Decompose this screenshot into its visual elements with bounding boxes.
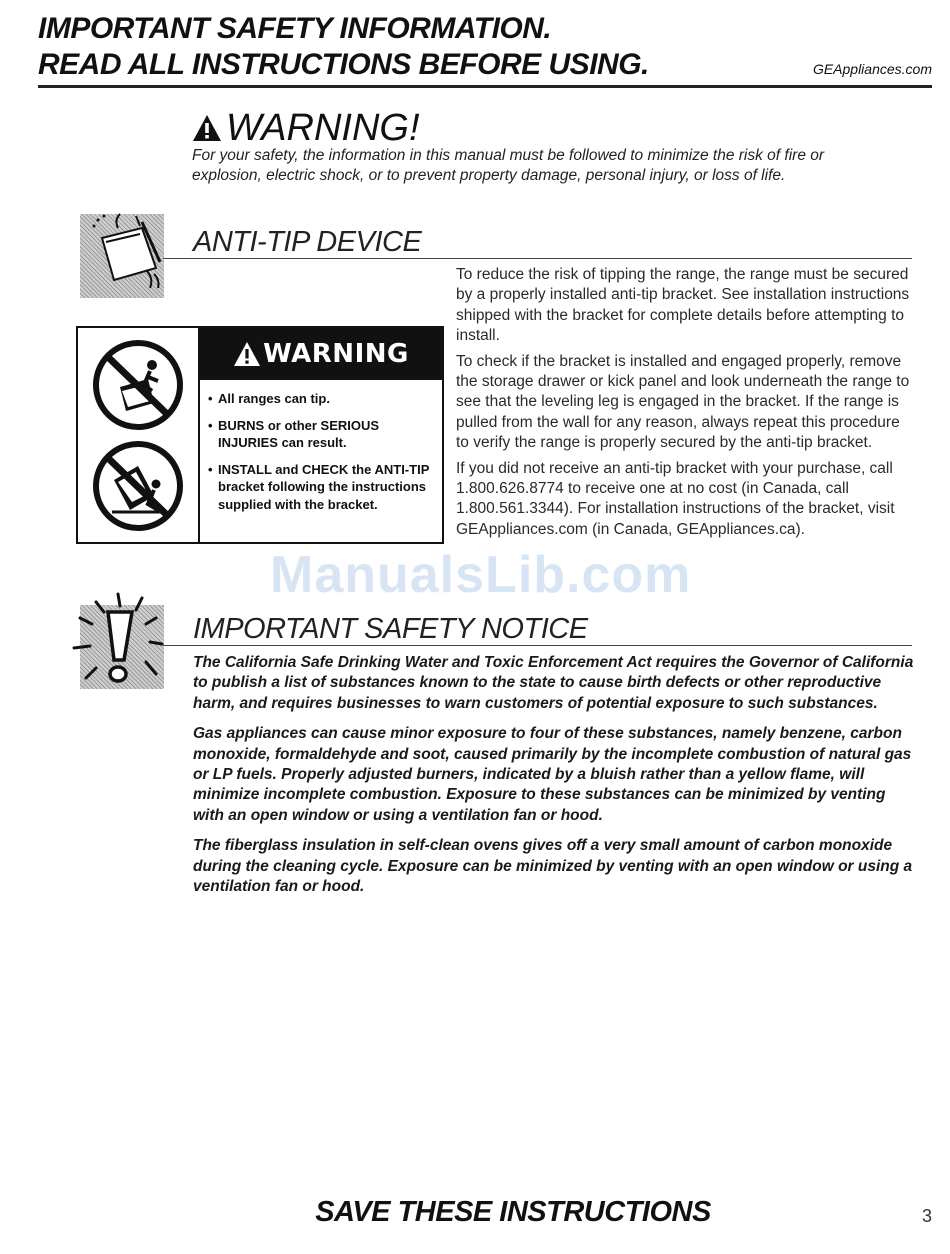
safety-notice-heading: IMPORTANT SAFETY NOTICE [193, 613, 588, 645]
list-item: • All ranges can tip. [208, 390, 434, 408]
range-tipping-over-icon [92, 440, 184, 532]
page-number: 3 [921, 1206, 932, 1226]
warning-banner-text: WARNING [263, 339, 409, 369]
anti-tip-heading: ANTI-TIP DEVICE [193, 226, 422, 258]
safety-notice-paragraph: The California Safe Drinking Water and Toxic Enforcement Act requires the Governor of California to publish a list of substances known to the state to cause birth defects or other reproductive harm, and requires businesses to warn customers of potential exposure to such substances. [193, 654, 914, 712]
warning-triangle-icon [192, 114, 222, 142]
warning-heading-text: WARNING! [226, 107, 420, 149]
safety-notice-paragraph: The fiberglass insulation in self-clean ovens gives off a very small amount of carbon monoxide during the cleaning cycle. Exposure can be minimized by venting with an open window or using a ventilation fan or hood. [193, 837, 913, 896]
warning-box-icons [78, 328, 200, 542]
no-climbing-on-door-icon [92, 339, 184, 431]
warning-box-content [200, 328, 442, 542]
tipping-range-icon [80, 208, 172, 298]
anti-tip-body [456, 265, 916, 545]
header-title-line-2: READ ALL INSTRUCTIONS BEFORE USING. [38, 48, 649, 81]
anti-tip-paragraph: If you did not receive an anti-tip bracket with your purchase, call 1.800.626.8774 to receive one at no cost (in Canada, call 1.800.561.3344). For installation instructions of the bracket, visit GEAppliances.com (in Canada, GEAppliances.ca). [456, 459, 895, 538]
header-divider [38, 85, 932, 88]
anti-tip-paragraph: To check if the bracket is installed and engaged properly, remove the storage drawer or kick panel and look underneath the range to see that the leveling leg is engaged in the bracket. If the range is pulled from the wall for any reason, always repeat this procedure to verify the range is properly secured by the anti-tip bracket. [456, 352, 910, 452]
header-title-line-1: IMPORTANT SAFETY INFORMATION. [38, 12, 552, 45]
safety-notice-paragraph: Gas appliances can cause minor exposure to four of these substances, namely benzene, carbon monoxide, formaldehyde and soot, caused primarily by the incomplete combustion of natural gas or LP fuels. Properly adjusted burners, indicated by a bluish rather than a yellow flame, will minimize incomplete combustion. Exposure to these substances can be minimized by venting with an open window or using a ventilation fan or hood. [193, 725, 912, 824]
watermark: ManualsLib.com [270, 546, 692, 604]
anti-tip-divider [163, 258, 912, 259]
exclamation-alert-icon [66, 588, 176, 698]
safety-notice-body [193, 653, 918, 907]
warning-box-list [200, 380, 442, 522]
warning-triangle-icon [233, 341, 261, 367]
save-instructions-footer: SAVE THESE INSTRUCTIONS [315, 1196, 711, 1228]
warning-text: For your safety, the information in this manual must be followed to minimize the risk of fire or explosion, electric shock, or to prevent property damage, personal injury, or loss of life. [192, 147, 825, 184]
website-link[interactable]: GEAppliances.com [812, 61, 932, 77]
warning-heading [192, 106, 420, 150]
warning-banner [200, 328, 442, 380]
list-item: • BURNS or other SERIOUS INJURIES can result. [208, 417, 434, 452]
anti-tip-paragraph: To reduce the risk of tipping the range, the range must be secured by a properly installed anti-tip bracket. See installation instructions shipped with the bracket for complete details before attempting to install. [456, 266, 910, 345]
anti-tip-warning-box [76, 326, 444, 544]
safety-notice-divider [163, 645, 912, 646]
list-item: • INSTALL and CHECK the ANTI-TIP bracket following the instructions supplied with the bracket. [208, 461, 434, 514]
